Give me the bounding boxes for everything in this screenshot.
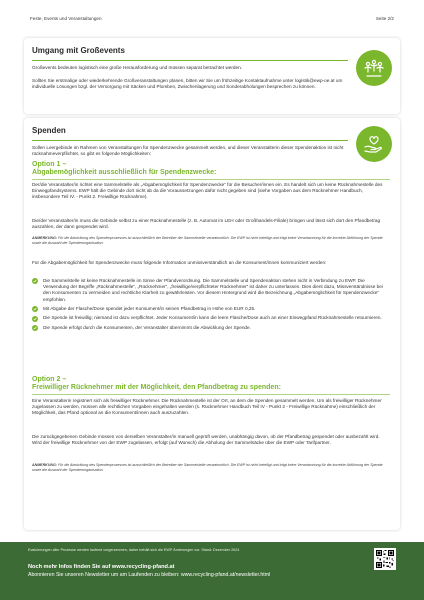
option2-note [32, 463, 390, 473]
page-number: Seite 2/2 [375, 16, 394, 21]
footer-info-link[interactable]: Noch mehr Infos finden Sie auf www.recycling-pfand.at [28, 564, 175, 570]
check-icon [32, 306, 38, 312]
check-list [32, 278, 390, 334]
title-divider [32, 60, 348, 61]
option1-divider [32, 179, 390, 180]
check-icon [32, 316, 38, 322]
spenden-intro: Sollen Leergebinde im Rahmen von Veranstaltungen für Spendenzwecke gesammelt werden, und dieser Veranstalterin dieser Spendenaktion ist nicht rücknahmeverpflichtet, so gibt es folgende Möglichkeiten: [32, 145, 344, 157]
option1-title: Option 1 – Abgabemöglichkeit ausschließlich für Spendenzwecke: [32, 161, 217, 177]
check-icon [32, 278, 38, 284]
option1-paragraph-1: Der/die Veranstalter/in richtet eine Sammelstelle als „Abgabemöglichkeit für Spendenzwecke“ für die Besucher/innen ein. Es handelt sich um keine Rücknahmestelle des Einwegpfandsystems. EWP hält die Gebinde dort nicht ab da die Voraussetzungen dafür nicht gegeben sind (siehe Vorgaben aus dem Rücknehmer Handbuch, insbesondere Teil IV. - Punkt 2. Freiwillige Rücknahme). [32, 182, 383, 200]
option1-paragraph-2: Die/der Veranstalter/in muss die Gebinde selbst zu einer Rücknahmestelle (z. B. Automat im LEH oder Großhandels-Filiale) bringen und lässt sich dort den Pfandbetrag auszahlen, der dann gespendet wird. [32, 218, 381, 230]
option2-title: Option 2 – Freiwilliger Rücknehmer mit der Möglichkeit, den Pfandbetrag zu spenden: [32, 376, 281, 392]
section-title-grossevents: Umgang mit Großevents [32, 46, 125, 55]
hand-heart-icon [356, 126, 392, 162]
footer-disclaimer: Evaluierungen aller Prozesse werden laufend vorgenommen, daher behält sich die EWP Änderungen vor. Stand: Dezember 2024 [28, 548, 240, 552]
note-label: ANMERKUNG: [32, 236, 57, 240]
people-celebrating-icon [356, 50, 392, 86]
option1-note [32, 236, 390, 246]
check-icon [32, 325, 38, 331]
list-item: Die Spende ist freiwillig; niemand ist dazu verpflichtet. Jeder Konsument/in kann die leere Flasche/Dose auch an einer Einwegpfand Rücknahmestelle retournieren. [32, 315, 390, 321]
option1-paragraph-3: Für die Abgabemöglichkeit für Spendenzwecke muss folgende Information unmissverständlich an die Konsument/innen kommuniziert werden: [32, 260, 327, 265]
card-grossevents [24, 38, 400, 114]
footer-newsletter-link[interactable]: Abonnieren Sie unseren Newsletter um am Laufenden zu bleiben: www.recycling-pfand.at/newsletter.html [28, 572, 271, 578]
note-label: ANMERKUNG: [32, 463, 57, 467]
note-text: Für die Abwicklung des Spendenprozesses ist ausschließlich der Betreiber der Sammelstelle verantwortlich. Die EWP ist nicht beteiligt und trägt keine Verantwortung für die korrekte Abführung der Spende sowie die Auswahl der Spendenorganisation. [32, 463, 383, 472]
footer [0, 542, 424, 600]
qr-code-icon[interactable] [374, 548, 396, 570]
title-divider [32, 140, 348, 141]
option2-paragraph-1: Eine Veranstalterin registriert sich als freiwilliger Rücknehmer. Die Rücknahmestelle ist der Ort, an dem die Spenden gesammelt werden. Um als freiwilliger Rücknehmer zugelassen zu werden, müssen alle rechtlichen Vorgaben eingehalten werden (s. Rücknehmer Handbuch Teil IV - Punkt 2 - Freiwillige Rücknahme) einschließlich der Möglichkeit, das Pfand optional an die Konsument/innen auch auszuzahlen. [32, 398, 382, 416]
list-item: Die Spende erfolgt durch die Konsumenten, der Veranstalter übernimmt die Abwicklung der Spende. [32, 325, 390, 331]
section-title-spenden: Spenden [32, 126, 66, 135]
list-item: Die Sammelstelle ist keine Rücknahmestelle im Sinne der Pfandverordnung. Die Sammelstelle und Spendenaktion stehen nicht in Verbindung zu EWP. Die Verwendung der Begriffe „Rücknahmestelle“, „Rücknehmer“, „freiwillige/verpflichteter Rücknehmer“ ist daher zu unterlassen. Dies dient dazu, Missverständnisse bei den Konsumenten zu vermeiden und rechtliche Klarheit zu gewährleisten. Vor diesem Hintergrund wird die Bezeichnung „Abgabemöglichkeit für Spendenzwecke“ empfohlen. [32, 278, 390, 303]
grossevents-paragraph-1: Großevents bedeuten logistisch eine große Herausforderung und müssen separat betrachtet werden. [32, 65, 243, 70]
list-item: Mit Abgabe der Flasche/Dose spendet jeder Konsument/in seinen Pfandbetrag in Höhe von EUR 0,25. [32, 306, 390, 312]
option2-paragraph-2: Die zurückgegebenen Gebinde müssen von derselben Veranstalter/in manuell geprüft werden, unabhängig davon, ob der Pfandbetrag gespendet oder ausbezahlt wird. Wird der freiwillige Rücknehmer von der EWP zugelassen, erfolgt (auf Wunsch) die Abholung der Sammelsäcke über die EWP oder Tarifpartner. [32, 434, 380, 446]
note-text: Für die Abwicklung des Spendenprozesses ist ausschließlich der Betreiber der Sammelstelle verantwortlich. Die EWP ist nicht beteiligt und trägt keine Verantwortung für die korrekte Abführung der Spende sowie die Auswahl der Spendenorganisation. [32, 236, 383, 245]
grossevents-paragraph-2: Sollten Sie erstmalige oder wiederkehrende Großveranstaltungen planen, bitten wir Sie um frühzeitige Kontaktaufnahme unter logistik@ewp-oe.at um individuelle Lösungen bzgl. der Versorgung mit Säcken und Plomben, Zwischenlagerung und Sonderabholungen besprechen zu können. [32, 78, 343, 90]
card-spenden [24, 118, 400, 530]
page-header [30, 16, 394, 24]
header-section-title: Feste, Events und Veranstaltungen [30, 16, 102, 21]
option2-divider [32, 394, 390, 395]
